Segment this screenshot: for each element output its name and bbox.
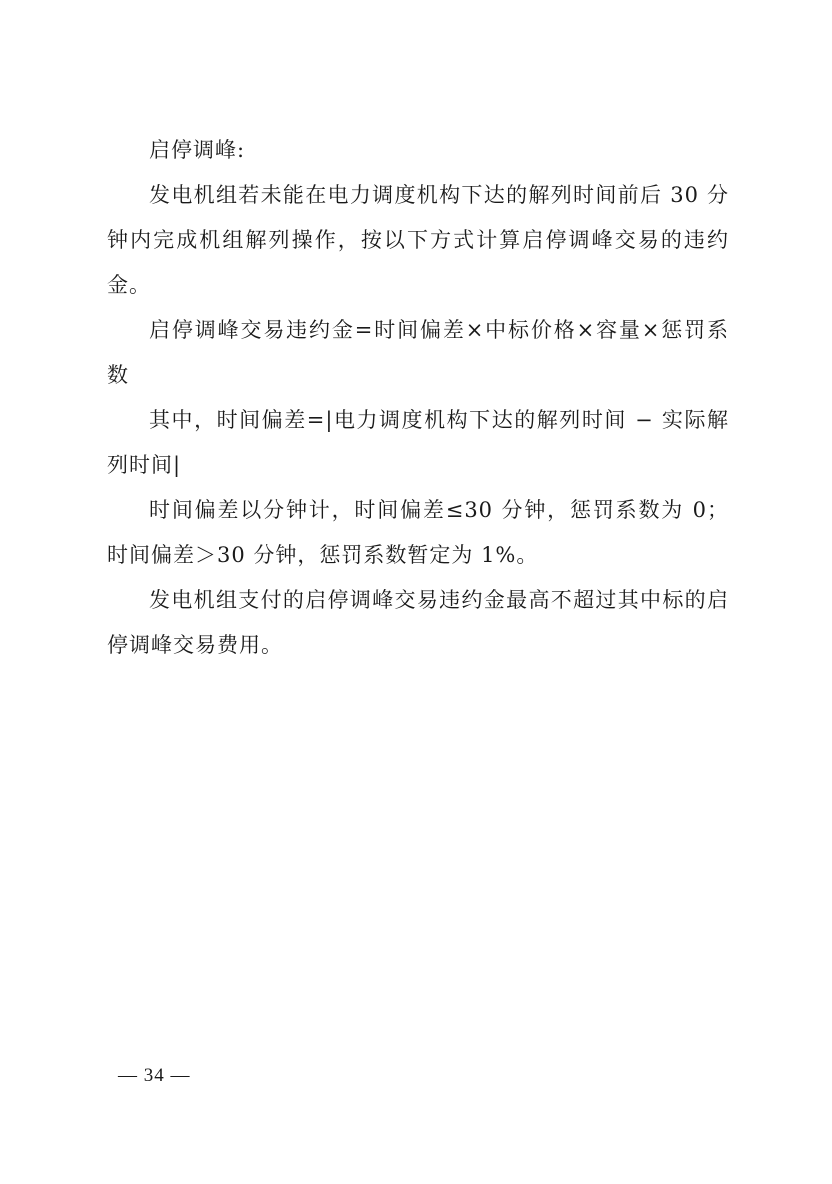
paragraph-penalty-coefficient: 时间偏差以分钟计，时间偏差≤30 分钟，惩罚系数为 0；时间偏差＞30 分钟，惩罚系数暂定为 1%。: [107, 498, 729, 567]
paragraph-penalty-cap: 发电机组支付的启停调峰交易违约金最高不超过其中标的启停调峰交易费用。: [107, 588, 729, 657]
paragraph-violation-condition: 发电机组若未能在电力调度机构下达的解列时间前后 30 分钟内完成机组解列操作，按以下方式计算启停调峰交易的违约金。: [107, 183, 729, 297]
document-body: [107, 128, 729, 668]
section-heading: 启停调峰:: [149, 138, 246, 162]
paragraph-penalty-formula: 启停调峰交易违约金=时间偏差×中标价格×容量×惩罚系数: [107, 318, 729, 387]
page-number: — 34 —: [118, 1065, 191, 1086]
paragraph-time-deviation-definition: 其中，时间偏差=|电力调度机构下达的解列时间 − 实际解列时间|: [107, 408, 729, 477]
